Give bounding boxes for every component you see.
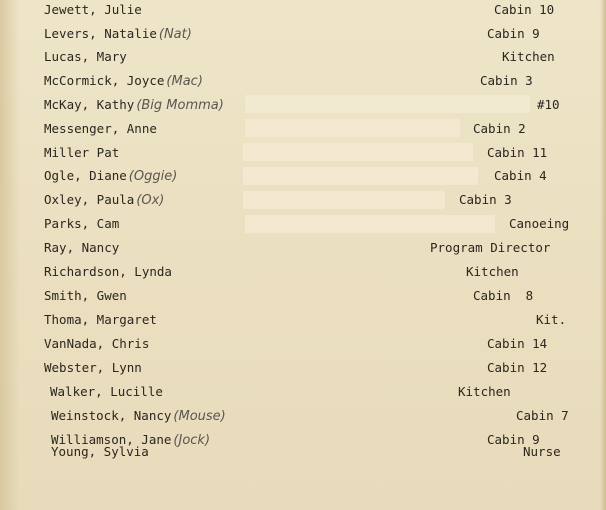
assignment: Cabin 9 bbox=[487, 26, 540, 41]
nickname: (Jock) bbox=[173, 433, 211, 448]
assignment: Cabin 7 bbox=[516, 408, 569, 423]
assignment: Cabin 8 bbox=[473, 288, 534, 303]
list-item bbox=[44, 310, 604, 330]
assignment: Cabin 3 bbox=[480, 73, 533, 88]
list-item bbox=[44, 24, 604, 44]
person-name: Weinstock, Nancy bbox=[51, 408, 172, 423]
assignment: Canoeing bbox=[509, 216, 570, 231]
assignment: Cabin 10 bbox=[494, 2, 555, 17]
assignment: Program Director bbox=[430, 240, 551, 255]
list-item bbox=[51, 442, 604, 462]
page-edge-shadow-left bbox=[0, 0, 20, 510]
list-item bbox=[44, 214, 604, 234]
list-item bbox=[44, 47, 604, 67]
person-name: Richardson, Lynda bbox=[44, 264, 172, 279]
assignment: Cabin 14 bbox=[487, 336, 548, 351]
list-item bbox=[44, 95, 604, 115]
person-name: Parks, Cam bbox=[44, 216, 120, 231]
list-item bbox=[44, 0, 604, 20]
list-item bbox=[50, 382, 604, 402]
person-name: Jewett, Julie bbox=[44, 2, 142, 17]
person-name: Miller Pat bbox=[44, 145, 120, 160]
assignment: Kitchen bbox=[458, 384, 511, 399]
nickname: (Mac) bbox=[166, 74, 203, 89]
list-item bbox=[44, 143, 604, 163]
assignment: Nurse bbox=[523, 444, 561, 459]
nickname: (Oggie) bbox=[128, 169, 178, 184]
list-item bbox=[44, 190, 604, 210]
list-item bbox=[44, 262, 604, 282]
person-name: Thoma, Margaret bbox=[44, 312, 157, 327]
person-name: Webster, Lynn bbox=[44, 360, 142, 375]
assignment: Cabin 11 bbox=[487, 145, 548, 160]
assignment: Kitchen bbox=[502, 49, 555, 64]
nickname: (Big Momma) bbox=[136, 98, 224, 113]
list-item bbox=[51, 406, 604, 426]
person-name: Young, Sylvia bbox=[51, 444, 149, 459]
person-name: Ogle, Diane bbox=[44, 168, 127, 183]
assignment: Cabin 4 bbox=[494, 168, 547, 183]
person-name: Walker, Lucille bbox=[50, 384, 163, 399]
person-name: Smith, Gwen bbox=[44, 288, 127, 303]
list-item bbox=[44, 334, 604, 354]
person-name: Lucas, Mary bbox=[44, 49, 127, 64]
person-name: Messenger, Anne bbox=[44, 121, 157, 136]
nickname: (Mouse) bbox=[173, 409, 226, 424]
assignment: Cabin 9 bbox=[487, 432, 540, 447]
list-item bbox=[44, 71, 604, 91]
nickname: (Nat) bbox=[158, 27, 192, 42]
person-name: Oxley, Paula bbox=[44, 192, 135, 207]
person-name: VanNada, Chris bbox=[44, 336, 150, 351]
person-name: Williamson, Jane bbox=[51, 432, 172, 447]
list-item bbox=[44, 286, 604, 306]
person-name: McCormick, Joyce bbox=[44, 73, 165, 88]
assignment: #10 bbox=[537, 97, 560, 112]
person-name: Ray, Nancy bbox=[44, 240, 120, 255]
assignment: Kit. bbox=[536, 312, 567, 327]
list-item bbox=[44, 166, 604, 186]
list-item bbox=[44, 119, 604, 139]
assignment: Kitchen bbox=[466, 264, 519, 279]
nickname: (Ox) bbox=[136, 193, 165, 208]
person-name: Levers, Natalie bbox=[44, 26, 157, 41]
assignment: Cabin 2 bbox=[473, 121, 526, 136]
assignment: Cabin 12 bbox=[487, 360, 548, 375]
list-item bbox=[44, 358, 604, 378]
person-name: McKay, Kathy bbox=[44, 97, 135, 112]
assignment: Cabin 3 bbox=[459, 192, 512, 207]
list-item bbox=[44, 238, 604, 258]
